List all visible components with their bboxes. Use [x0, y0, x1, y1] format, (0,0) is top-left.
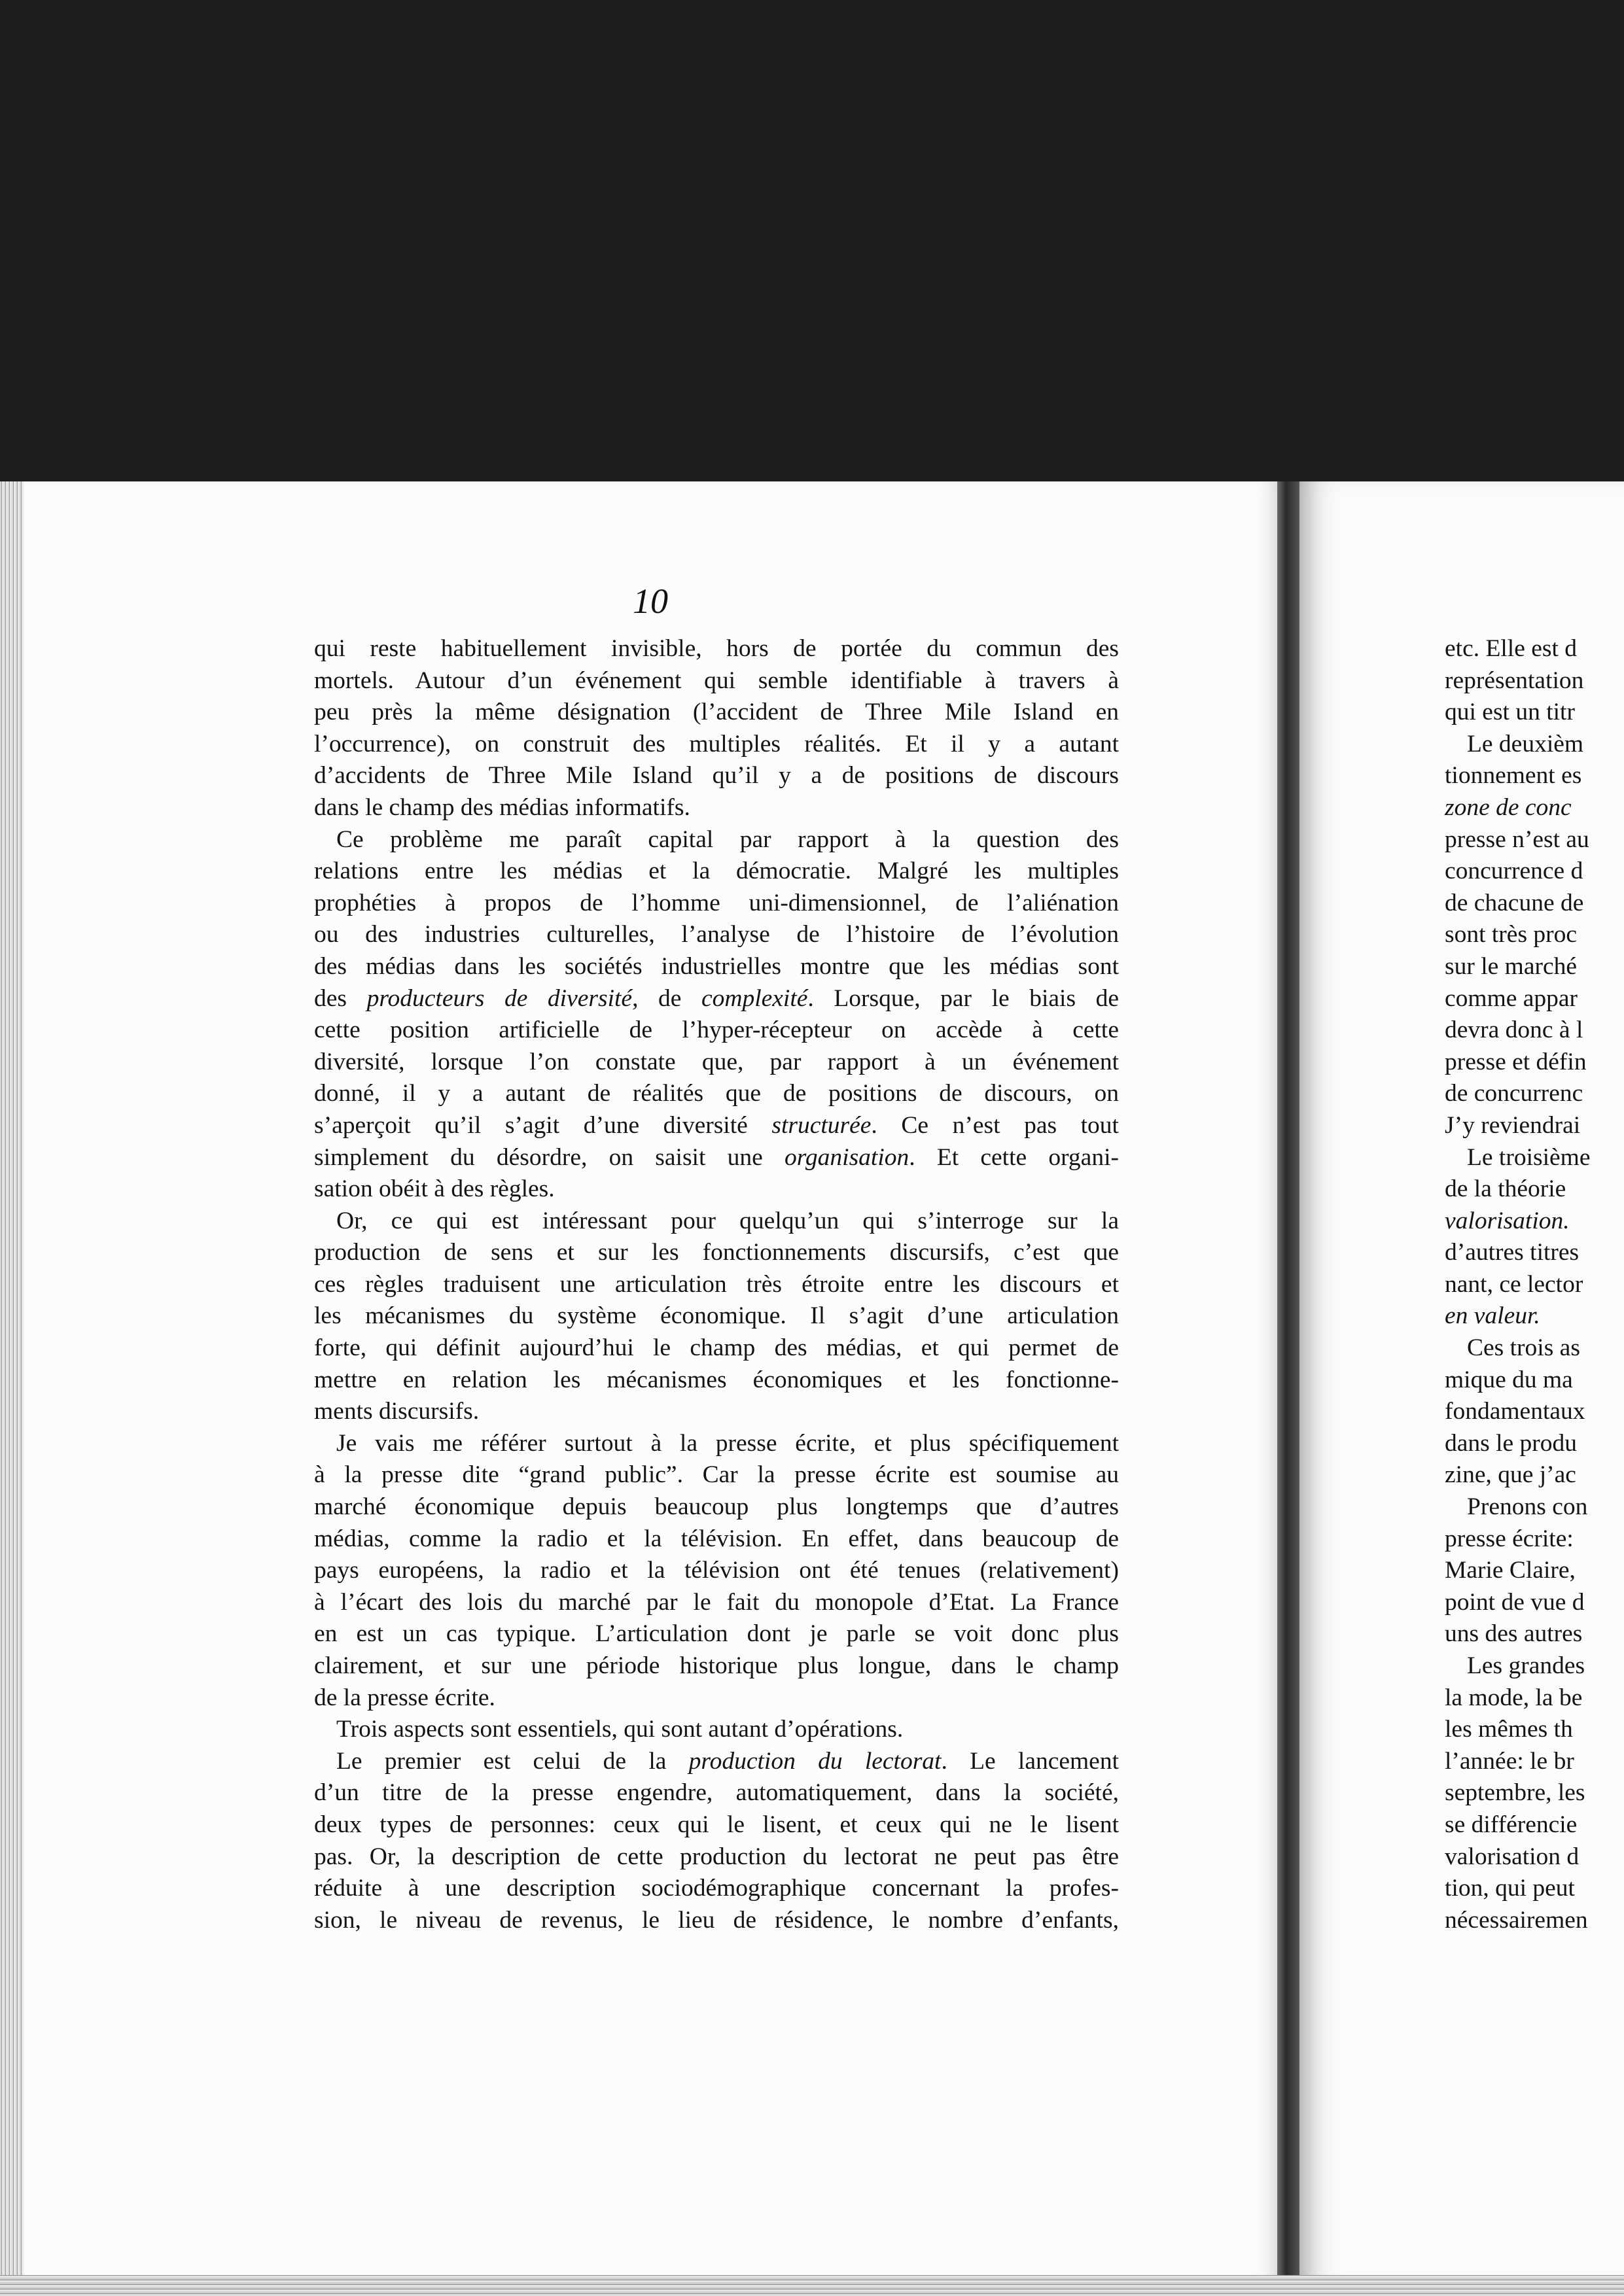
italic-text-run: structurée [771, 1111, 872, 1139]
text-line [1445, 1269, 1624, 1301]
text-line [1445, 1142, 1624, 1174]
text-run: Les grandes [1467, 1652, 1585, 1679]
text-line [314, 1714, 1119, 1746]
text-run: Le premier est celui de la [336, 1747, 689, 1775]
text-run: marché économique depuis beaucoup plus longtemps que d’autres [314, 1493, 1119, 1521]
text-run: ments discursifs. [314, 1398, 480, 1425]
text-run: Le troisième [1467, 1143, 1591, 1171]
italic-text-run: zone de conc [1445, 793, 1572, 821]
text-line [1445, 1237, 1624, 1269]
text-run: représentation [1445, 667, 1584, 694]
text-run: point de vue d [1445, 1588, 1585, 1616]
text-line [1445, 856, 1624, 888]
text-line [314, 665, 1119, 697]
text-run: de concurrenc [1445, 1080, 1583, 1107]
left-page [12, 481, 1289, 2289]
text-line [1445, 1396, 1624, 1428]
text-run: s’aperçoit qu’il s’agit d’une diversité [314, 1111, 772, 1139]
text-line [1445, 919, 1624, 951]
text-run: Trois aspects sont essentiels, qui sont autant d’opérations. [336, 1716, 904, 1743]
text-run: pas. Or, la description de cette production du lectorat ne peut pas être [314, 1843, 1119, 1870]
right-page-body-text [1445, 633, 1624, 1936]
text-run: forte, qui définit aujourd’hui le champ des médias, et qui permet de [314, 1334, 1119, 1362]
text-line [314, 1396, 1119, 1428]
text-line [314, 1237, 1119, 1269]
page-number: 10 [633, 582, 668, 621]
text-line [1445, 633, 1624, 665]
text-run: des médias dans les sociétés industrielles montre que les médias sont [314, 952, 1119, 980]
text-run: qui reste habituellement invisible, hors de portée du commun des [314, 635, 1119, 662]
text-run: la mode, la be [1445, 1684, 1583, 1711]
text-line [1445, 1650, 1624, 1682]
italic-text-run: organisation [784, 1143, 909, 1171]
text-line [314, 697, 1119, 729]
text-run: ou des industries culturelles, l’analyse de l’histoire de l’évolution [314, 921, 1119, 948]
text-line [1445, 1491, 1624, 1523]
text-line [314, 951, 1119, 983]
text-run: . Et cette organi- [909, 1143, 1119, 1171]
text-run: qui est un titr [1445, 699, 1575, 726]
text-line [1445, 1174, 1624, 1206]
text-run: l’occurrence), on construit des multiples réalités. Et il y a autant [314, 730, 1119, 757]
text-line [314, 1047, 1119, 1079]
text-run: presse écrite: [1445, 1525, 1574, 1552]
text-run: simplement du désordre, on saisit une [314, 1143, 785, 1171]
text-run: ces règles traduisent une articulation très étroite entre les discours et [314, 1270, 1119, 1298]
text-run: en est un cas typique. L’articulation dont je parle se voit donc plus [314, 1620, 1119, 1648]
text-run: mettre en relation les mécanismes économiques et les fonctionne- [314, 1366, 1119, 1393]
italic-text-run: valorisation. [1445, 1207, 1570, 1234]
text-run: pays européens, la radio et la télévision ont été tenues (relativement) [314, 1557, 1119, 1584]
text-line [1445, 1682, 1624, 1714]
text-line [314, 1618, 1119, 1650]
text-line [1445, 983, 1624, 1015]
text-line [314, 1269, 1119, 1301]
text-run: etc. Elle est d [1445, 635, 1578, 662]
text-line [314, 1650, 1119, 1682]
text-run: réduite à une description sociodémographique concernant la profes- [314, 1875, 1119, 1902]
text-line [314, 1587, 1119, 1619]
text-run: devra donc à l [1445, 1017, 1583, 1044]
text-line [314, 1777, 1119, 1809]
text-run: mique du ma [1445, 1366, 1573, 1393]
text-line [314, 1682, 1119, 1714]
text-line [1445, 1015, 1624, 1047]
text-line [314, 1078, 1119, 1110]
text-run: les mêmes th [1445, 1716, 1573, 1743]
text-line [314, 792, 1119, 824]
text-line [1445, 1777, 1624, 1809]
text-line [314, 1206, 1119, 1238]
text-run: presse et défin [1445, 1048, 1587, 1075]
text-run: . Lorsque, par le biais de [807, 984, 1119, 1012]
text-run: Marie Claire, [1445, 1557, 1576, 1584]
text-run: les mécanismes du système économique. Il s’agit d’une articulation [314, 1302, 1119, 1330]
italic-text-run: production du lectorat [688, 1747, 942, 1775]
text-line [1445, 1047, 1624, 1079]
text-line [314, 1428, 1119, 1460]
text-line [314, 919, 1119, 951]
text-line [1445, 1555, 1624, 1587]
text-line [1445, 1809, 1624, 1841]
text-line [314, 856, 1119, 888]
text-line [1445, 1110, 1624, 1142]
text-run: . Ce n’est pas tout [871, 1111, 1119, 1139]
text-run: peu près la même désignation (l’accident de Three Mile Island en [314, 699, 1119, 726]
text-run: septembre, les [1445, 1779, 1585, 1807]
text-run: uns des autres [1445, 1620, 1583, 1648]
text-line [1445, 1714, 1624, 1746]
text-run: se différencie [1445, 1811, 1578, 1838]
text-line [1445, 1459, 1624, 1491]
text-line [314, 1809, 1119, 1841]
text-run: Le deuxièm [1467, 730, 1584, 757]
text-line [314, 1555, 1119, 1587]
text-line [314, 1015, 1119, 1047]
text-run: concurrence d [1445, 858, 1583, 885]
text-run: sation obéit à des règles. [314, 1175, 555, 1203]
text-line [1445, 1365, 1624, 1397]
text-run: de la presse écrite. [314, 1684, 495, 1711]
text-line [314, 1841, 1119, 1873]
text-run: de chacune de [1445, 889, 1584, 916]
italic-text-run: en valeur. [1445, 1302, 1540, 1330]
text-run: presse n’est au [1445, 826, 1589, 853]
text-run: tion, qui peut [1445, 1875, 1575, 1902]
text-run: cette position artificielle de l’hyper-récepteur on accède à cette [314, 1017, 1119, 1044]
page-stack-edge-bottom [0, 2275, 1624, 2296]
text-line [314, 729, 1119, 761]
text-run: clairement, et sur une période historique plus longue, dans le champ [314, 1652, 1119, 1679]
text-line [1445, 1618, 1624, 1650]
text-line [314, 633, 1119, 665]
text-run: sont très proc [1445, 921, 1578, 948]
text-run: deux types de personnes: ceux qui le lisent, et ceux qui ne le lisent [314, 1811, 1119, 1838]
text-run: . Le lancement [941, 1747, 1119, 1775]
text-run: dans le produ [1445, 1429, 1578, 1457]
text-line [314, 1459, 1119, 1491]
text-line [1445, 1078, 1624, 1110]
text-line [1445, 1300, 1624, 1332]
text-line [314, 1300, 1119, 1332]
text-run: Ce problème me paraît capital par rapport à la question des [336, 826, 1119, 853]
text-line [314, 1873, 1119, 1905]
text-run: de la théorie [1445, 1175, 1566, 1203]
text-run: J’y reviendrai [1445, 1111, 1581, 1139]
text-line [314, 888, 1119, 920]
text-line [1445, 792, 1624, 824]
text-run: comme appar [1445, 984, 1578, 1012]
text-line [1445, 824, 1624, 856]
text-run: valorisation d [1445, 1843, 1580, 1870]
text-run: d’un titre de la presse engendre, automatiquement, dans la société, [314, 1779, 1119, 1807]
text-run: tionnement es [1445, 762, 1582, 790]
text-run: prophéties à propos de l’homme uni-dimensionnel, de l’aliénation [314, 889, 1119, 916]
text-line [314, 1746, 1119, 1778]
text-run: fondamentaux [1445, 1398, 1585, 1425]
text-run: sur le marché [1445, 952, 1577, 980]
text-line [314, 1905, 1119, 1937]
text-line [1445, 760, 1624, 792]
text-run: zine, que j’ac [1445, 1461, 1576, 1489]
text-line [1445, 697, 1624, 729]
text-line [1445, 1587, 1624, 1619]
text-line [314, 1142, 1119, 1174]
text-line [314, 1332, 1119, 1365]
text-line [1445, 1332, 1624, 1365]
text-line [314, 1523, 1119, 1556]
text-line [1445, 1746, 1624, 1778]
text-run: relations entre les médias et la démocratie. Malgré les multiples [314, 858, 1119, 885]
left-page-body-text [314, 633, 1119, 1936]
text-run: à l’écart des lois du marché par le fait du monopole d’Etat. La France [314, 1588, 1119, 1616]
text-line [1445, 1206, 1624, 1238]
text-line [1445, 1841, 1624, 1873]
text-line [1445, 1523, 1624, 1556]
text-run: , de [632, 984, 701, 1012]
text-run: Or, ce qui est intéressant pour quelqu’un qui s’interroge sur la [336, 1207, 1119, 1234]
text-run: mortels. Autour d’un événement qui semble identifiable à travers à [314, 667, 1119, 694]
text-run: l’année: le br [1445, 1747, 1574, 1775]
text-run: donné, il y a autant de réalités que de positions de discours, on [314, 1080, 1119, 1107]
text-run: nant, ce lector [1445, 1270, 1583, 1298]
text-run: médias, comme la radio et la télévision. En effet, dans beaucoup de [314, 1525, 1119, 1552]
text-line [314, 760, 1119, 792]
text-run: à la presse dite “grand public”. Car la presse écrite est soumise au [314, 1461, 1119, 1489]
italic-text-run: producteurs de diversité [366, 984, 633, 1012]
right-page [1299, 481, 1624, 2289]
text-line [1445, 1873, 1624, 1905]
text-run: nécessairemen [1445, 1906, 1588, 1934]
text-run: dans le champ des médias informatifs. [314, 793, 690, 821]
text-line [1445, 665, 1624, 697]
italic-text-run: complexité [701, 984, 808, 1012]
page-stack-edge-left [0, 481, 24, 2296]
text-run: des [314, 984, 367, 1012]
text-line [314, 983, 1119, 1015]
text-line [314, 1174, 1119, 1206]
text-line [314, 1365, 1119, 1397]
text-line [314, 1110, 1119, 1142]
text-run: Je vais me référer surtout à la presse écrite, et plus spécifiquement [336, 1429, 1119, 1457]
text-line [314, 1491, 1119, 1523]
text-line [314, 824, 1119, 856]
text-run: d’accidents de Three Mile Island qu’il y a de positions de discours [314, 762, 1119, 790]
book-gutter [1277, 481, 1299, 2296]
text-line [1445, 951, 1624, 983]
text-line [1445, 1428, 1624, 1460]
text-line [1445, 729, 1624, 761]
text-run: diversité, lorsque l’on constate que, par rapport à un événement [314, 1048, 1119, 1075]
text-line [1445, 1905, 1624, 1937]
text-run: production de sens et sur les fonctionnements discursifs, c’est que [314, 1239, 1119, 1266]
text-run: Ces trois as [1467, 1334, 1580, 1362]
text-run: Prenons con [1467, 1493, 1588, 1521]
text-line [1445, 888, 1624, 920]
text-run: sion, le niveau de revenus, le lieu de résidence, le nombre d’enfants, [314, 1906, 1119, 1934]
text-run: d’autres titres [1445, 1239, 1580, 1266]
scanner-background [0, 0, 1624, 483]
